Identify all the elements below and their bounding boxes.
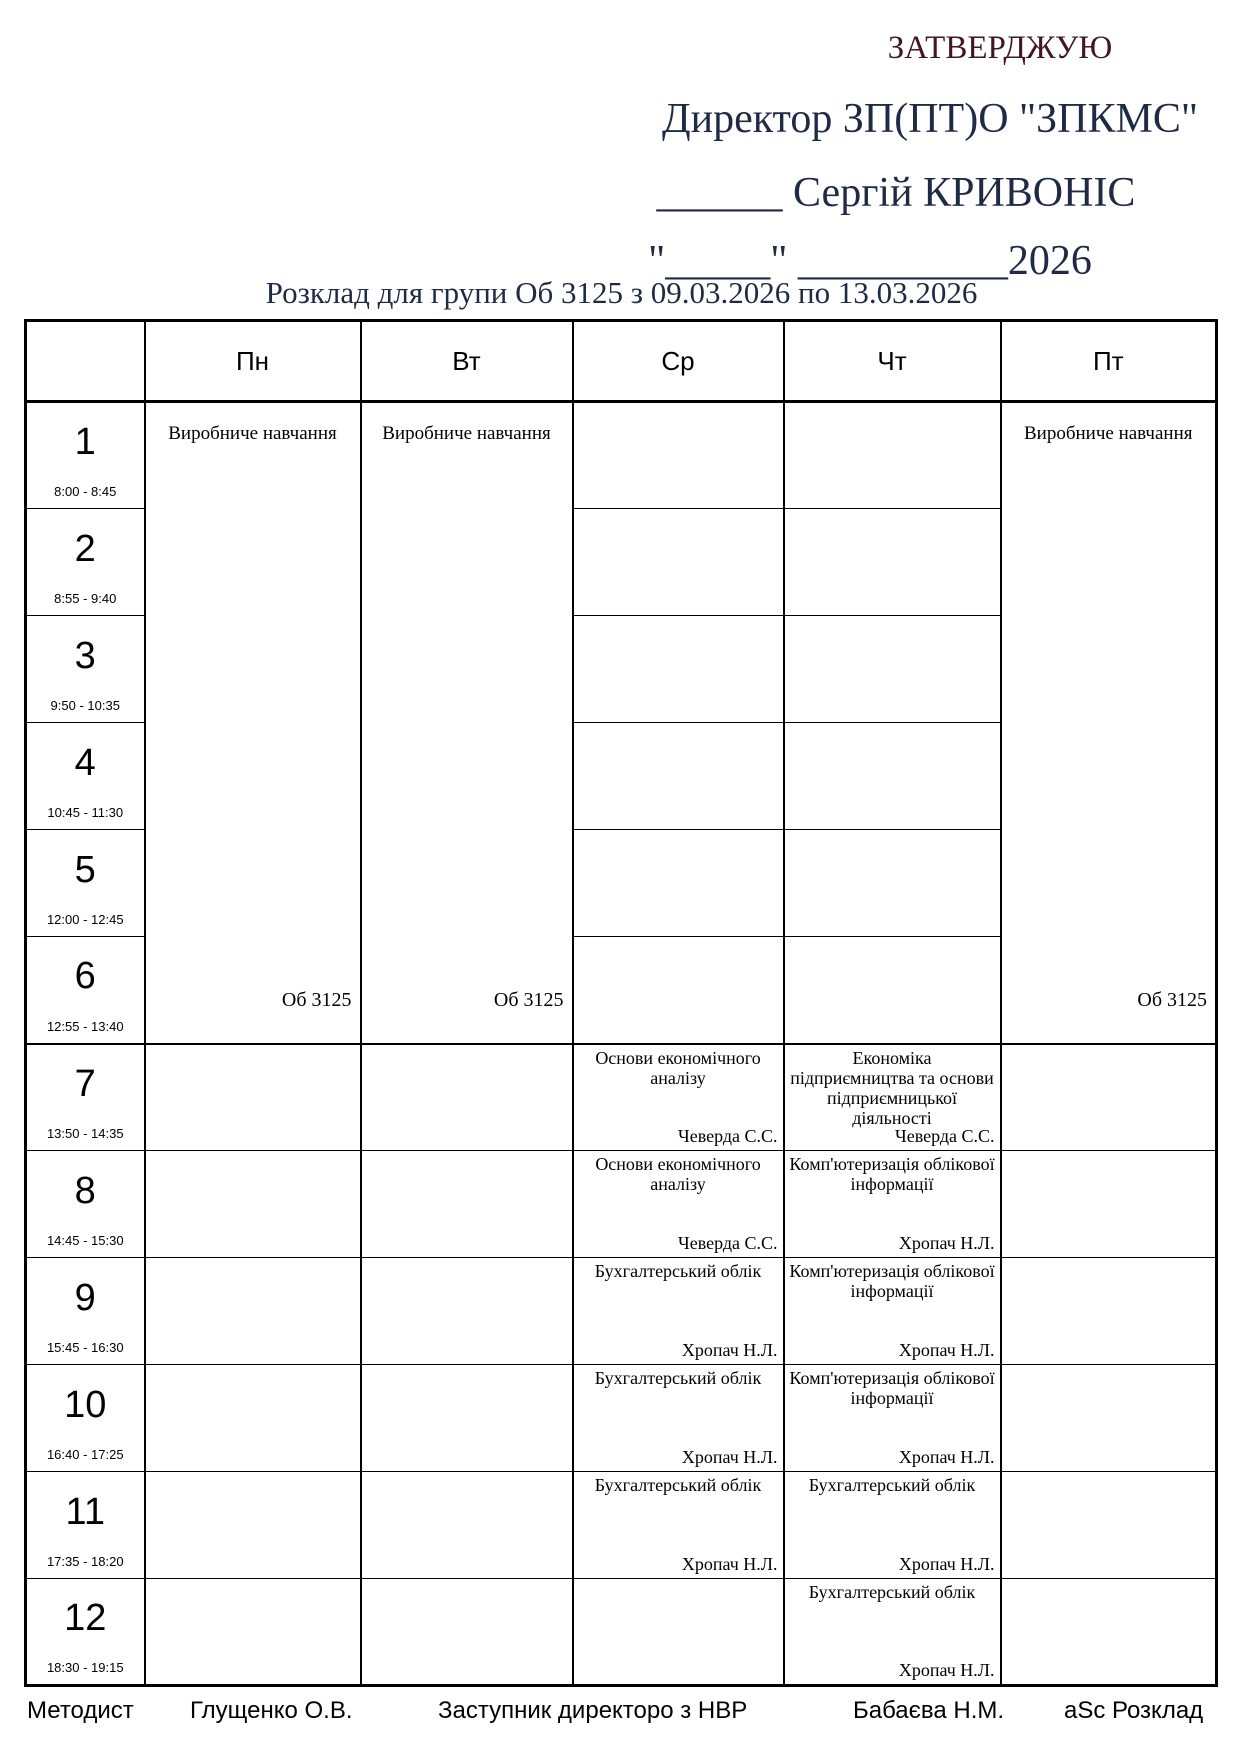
lesson-cell-thu-5-empty — [784, 830, 1001, 937]
lesson-cell-mon-11-empty — [145, 1472, 361, 1579]
lesson-cell-mon-9-empty — [145, 1258, 361, 1365]
lesson-cell-thu-9 — [784, 1258, 1001, 1365]
period-time: 17:35 - 18:20 — [46, 1554, 124, 1569]
day-header-row — [26, 321, 1217, 402]
period-number: 7 — [74, 1062, 96, 1105]
lesson-subject: Основи економічного аналізу — [595, 1047, 761, 1088]
lesson-cell-thu-2-empty — [784, 509, 1001, 616]
footer-methodist-name: Глущенко О.В. — [190, 1697, 353, 1724]
day-header-tue: Вт — [361, 321, 573, 402]
period-row-11 — [26, 1472, 1217, 1579]
period-cell-5 — [26, 830, 145, 937]
lesson-cell-tue-8-empty — [361, 1151, 573, 1258]
footer-role-deputy-director: Заступник директоро з НВР — [438, 1697, 748, 1724]
period-row-10 — [26, 1365, 1217, 1472]
period-number: 1 — [74, 421, 96, 463]
period-number: 6 — [74, 955, 96, 998]
schedule-table — [24, 319, 1218, 1687]
period-time: 9:50 - 10:35 — [50, 698, 120, 713]
period-number: 11 — [65, 1490, 105, 1533]
lesson-cell-fri-9-empty — [1001, 1258, 1217, 1365]
lesson-subject: Бухгалтерський облік — [594, 1368, 762, 1388]
lesson-teacher: Хропач Н.Л. — [681, 1340, 778, 1360]
block-subject: Виробниче навчання — [1024, 423, 1193, 444]
period-number: 9 — [74, 1276, 96, 1319]
period-time: 13:50 - 14:35 — [46, 1126, 124, 1141]
lesson-teacher: Хропач Н.Л. — [898, 1340, 995, 1360]
period-time: 8:00 - 8:45 — [54, 484, 117, 499]
lesson-subject: Комп'ютеризація облікової інформації — [789, 1261, 995, 1301]
lesson-subject: Комп'ютеризація облікової інформації — [789, 1154, 995, 1194]
period-row-8 — [26, 1151, 1217, 1258]
period-number: 5 — [74, 848, 96, 891]
lesson-cell-thu-11 — [784, 1472, 1001, 1579]
lesson-subject: Бухгалтерський облік — [808, 1475, 976, 1495]
director-title-line: Директор ЗП(ПТ)О "ЗПКМС" — [661, 96, 1199, 142]
lesson-cell-thu-12 — [784, 1579, 1001, 1686]
lesson-cell-thu-1-empty — [784, 402, 1001, 509]
approval-stamp: ЗАТВЕРДЖУЮ — [887, 30, 1113, 66]
footer-role-methodist: Методист — [27, 1697, 134, 1724]
footer-asc-brand: aSc Розклад — [1064, 1697, 1204, 1724]
period-cell-9 — [26, 1258, 145, 1365]
block-lesson-tue — [361, 402, 573, 1044]
period-row-12 — [26, 1579, 1217, 1686]
footer — [27, 1697, 1220, 1729]
period-cell-10 — [26, 1365, 145, 1472]
lesson-cell-wed-9 — [573, 1258, 784, 1365]
lesson-cell-tue-11-empty — [361, 1472, 573, 1579]
period-number: 8 — [74, 1169, 96, 1212]
block-group-label: Об 3125 — [1137, 988, 1207, 1011]
lesson-cell-tue-7-empty — [361, 1044, 573, 1151]
lesson-cell-wed-7 — [573, 1044, 784, 1151]
day-header-thu: Чт — [784, 321, 1001, 402]
lesson-cell-wed-12-empty — [573, 1579, 784, 1686]
lesson-cell-fri-10-empty — [1001, 1365, 1217, 1472]
period-number: 4 — [74, 741, 96, 784]
period-cell-1 — [26, 402, 145, 509]
lesson-cell-fri-12-empty — [1001, 1579, 1217, 1686]
block-lesson-fri — [1001, 402, 1217, 1044]
lesson-subject: Бухгалтерський облік — [594, 1475, 762, 1495]
lesson-cell-mon-7-empty — [145, 1044, 361, 1151]
lesson-cell-mon-12-empty — [145, 1579, 361, 1686]
day-header-fri: Пт — [1001, 321, 1217, 402]
lesson-teacher: Хропач Н.Л. — [681, 1554, 778, 1574]
date-blank: "_____" __________ — [648, 238, 1008, 284]
period-row-7 — [26, 1044, 1217, 1151]
lesson-cell-thu-3-empty — [784, 616, 1001, 723]
lesson-cell-tue-10-empty — [361, 1365, 573, 1472]
lesson-cell-thu-6-empty — [784, 937, 1001, 1044]
block-lesson-mon — [145, 402, 361, 1044]
lesson-cell-mon-10-empty — [145, 1365, 361, 1472]
lesson-subject: Бухгалтерський облік — [594, 1261, 762, 1281]
period-time: 16:40 - 17:25 — [46, 1447, 124, 1462]
period-cell-7 — [26, 1044, 145, 1151]
lesson-cell-wed-6-empty — [573, 937, 784, 1044]
lesson-cell-thu-10 — [784, 1365, 1001, 1472]
period-time: 8:55 - 9:40 — [54, 591, 117, 606]
block-group-label: Об 3125 — [281, 988, 352, 1011]
lesson-cell-thu-8 — [784, 1151, 1001, 1258]
lesson-cell-wed-10 — [573, 1365, 784, 1472]
period-row-9 — [26, 1258, 1217, 1365]
lesson-cell-wed-5-empty — [573, 830, 784, 937]
period-time: 14:45 - 15:30 — [46, 1233, 124, 1248]
lesson-subject: Основи економічного аналізу — [595, 1154, 761, 1194]
lesson-subject: Економіка підприємництва та основи підприємницької діяльності — [790, 1047, 994, 1128]
lesson-teacher: Чеверда С.С. — [678, 1233, 778, 1253]
period-cell-2 — [26, 509, 145, 616]
lesson-teacher: Чеверда С.С. — [895, 1126, 995, 1146]
period-row-1 — [26, 402, 1217, 509]
period-number: 2 — [74, 527, 96, 570]
lesson-cell-tue-12-empty — [361, 1579, 573, 1686]
period-cell-12 — [26, 1579, 145, 1686]
director-name: Сергій КРИВОНІС — [793, 170, 1136, 216]
lesson-teacher: Хропач Н.Л. — [898, 1660, 995, 1680]
lesson-cell-fri-8-empty — [1001, 1151, 1217, 1258]
lesson-cell-wed-2-empty — [573, 509, 784, 616]
period-time: 12:55 - 13:40 — [46, 1018, 124, 1034]
corner-cell — [26, 321, 145, 402]
lesson-cell-thu-4-empty — [784, 723, 1001, 830]
block-subject: Виробниче навчання — [382, 423, 551, 444]
lesson-subject: Комп'ютеризація облікової інформації — [789, 1368, 995, 1408]
lesson-cell-thu-7 — [784, 1044, 1001, 1151]
lesson-teacher: Хропач Н.Л. — [898, 1233, 995, 1253]
schedule-title: Розклад для групи Об 3125 з 09.03.2026 по 13.03.2026 — [265, 275, 978, 310]
lesson-cell-fri-11-empty — [1001, 1472, 1217, 1579]
period-cell-11 — [26, 1472, 145, 1579]
period-time: 10:45 - 11:30 — [47, 805, 124, 820]
lesson-teacher: Чеверда С.С. — [678, 1126, 778, 1146]
lesson-cell-wed-3-empty — [573, 616, 784, 723]
block-subject: Виробниче навчання — [168, 423, 337, 444]
footer-deputy-director-name: Бабаєва Н.М. — [853, 1697, 1005, 1724]
lesson-subject: Бухгалтерський облік — [808, 1582, 976, 1602]
lesson-cell-tue-9-empty — [361, 1258, 573, 1365]
period-number: 12 — [64, 1597, 107, 1639]
period-cell-6 — [26, 937, 145, 1044]
period-time: 18:30 - 19:15 — [46, 1660, 124, 1675]
lesson-cell-mon-8-empty — [145, 1151, 361, 1258]
lesson-cell-wed-4-empty — [573, 723, 784, 830]
lesson-teacher: Хропач Н.Л. — [681, 1447, 778, 1467]
block-group-label: Об 3125 — [493, 988, 564, 1011]
period-number: 3 — [74, 634, 96, 677]
period-cell-3 — [26, 616, 145, 723]
lesson-teacher: Хропач Н.Л. — [898, 1447, 995, 1467]
lesson-cell-fri-7-empty — [1001, 1044, 1217, 1151]
signature-line — [586, 170, 1206, 216]
lesson-cell-wed-8 — [573, 1151, 784, 1258]
period-time: 15:45 - 16:30 — [46, 1340, 124, 1355]
day-header-wed: Ср — [573, 321, 784, 402]
lesson-teacher: Хропач Н.Л. — [898, 1554, 995, 1574]
period-cell-4 — [26, 723, 145, 830]
period-number: 10 — [64, 1383, 107, 1426]
lesson-cell-wed-1-empty — [573, 402, 784, 509]
date-year: 2026 — [1007, 238, 1092, 284]
signature-blank: ______ — [656, 170, 783, 216]
period-cell-8 — [26, 1151, 145, 1258]
period-time: 12:00 - 12:45 — [46, 912, 124, 927]
day-header-mon: Пн — [145, 321, 361, 402]
lesson-cell-wed-11 — [573, 1472, 784, 1579]
